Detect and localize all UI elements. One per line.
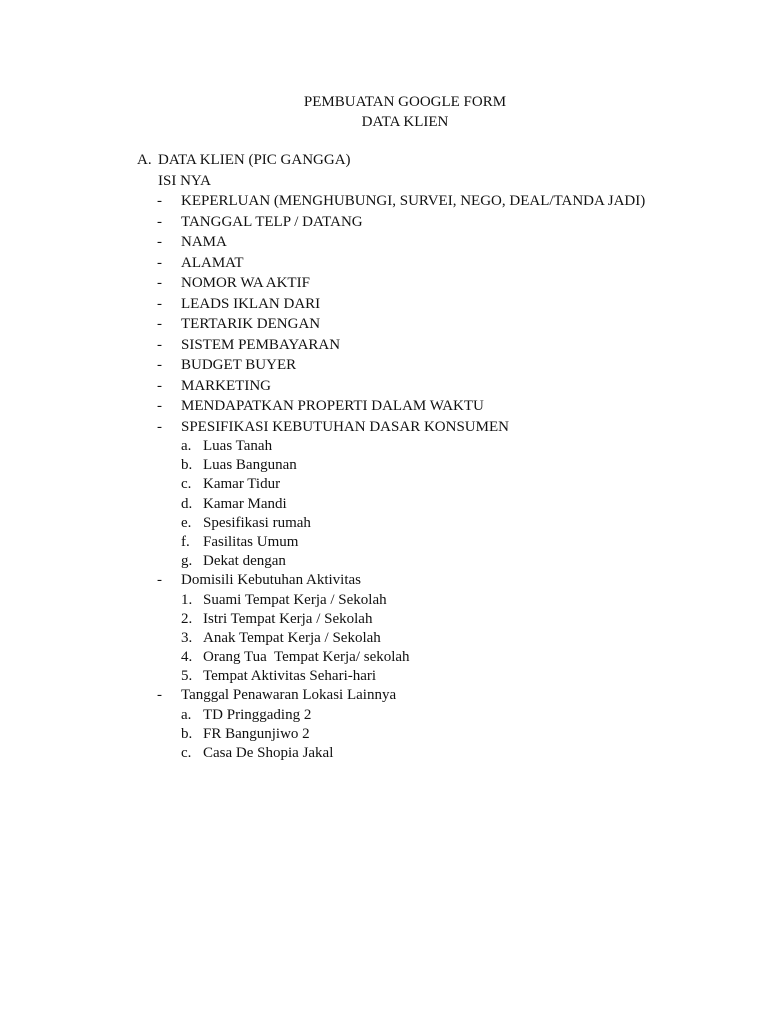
list-item-text: MENDAPATKAN PROPERTI DALAM WAKTU — [181, 398, 484, 414]
list-item — [137, 191, 697, 212]
sub-list-item — [137, 648, 697, 667]
list-item — [137, 335, 697, 356]
sub-list-marker: g. — [181, 553, 193, 570]
sub-list-item — [137, 475, 697, 494]
section-a — [137, 150, 697, 763]
sub-list-item-text: Dekat dengan — [203, 553, 286, 570]
sub-list-marker: 5. — [181, 668, 193, 685]
list-item — [137, 396, 697, 417]
sub-list-item-text: Spesifikasi rumah — [203, 514, 311, 531]
sub-list-marker: a. — [181, 706, 192, 723]
list-bullet: - — [157, 418, 162, 435]
list-item-text: SISTEM PEMBAYARAN — [181, 336, 341, 353]
sub-list-item-text: TD Pringgading 2 — [203, 706, 312, 723]
list-item — [137, 294, 697, 315]
list-item-text: Domisili Kebutuhan Aktivitas — [181, 572, 361, 589]
sub-list-marker: c. — [181, 476, 192, 493]
sub-list-marker: a. — [181, 438, 192, 454]
sub-list-item — [137, 495, 697, 514]
list-item — [137, 232, 697, 253]
list-item — [137, 273, 697, 294]
list-item-text: MARKETING — [181, 377, 271, 394]
sub-list-item-text: Kamar Mandi — [203, 495, 287, 512]
list-bullet: - — [157, 254, 162, 271]
list-bullet: - — [157, 357, 162, 373]
list-bullet: - — [157, 193, 162, 209]
list-bullet: - — [157, 572, 162, 589]
list-item — [137, 376, 697, 397]
list-item — [137, 417, 697, 438]
sub-list-marker: b. — [181, 725, 193, 742]
list-bullet: - — [157, 377, 162, 394]
sub-list-item-text: Kamar Tidur — [203, 476, 281, 493]
list-item — [137, 253, 697, 274]
list-bullet: - — [157, 398, 162, 414]
list-bullet: - — [157, 275, 162, 291]
list-item-text: KEPERLUAN (MENGHUBUNGI, SURVEI, NEGO, DEAL/TANDA JADI) — [181, 193, 646, 209]
list-item-text: NOMOR WA AKTIF — [181, 275, 310, 291]
list-item-text: LEADS IKLAN DARI — [181, 295, 321, 312]
sub-list-item — [137, 591, 697, 610]
document-subtitle: DATA KLIEN — [361, 114, 449, 130]
list-item-text: Tanggal Penawaran Lokasi Lainnya — [181, 687, 397, 704]
list-item-text: SPESIFIKASI KEBUTUHAN DASAR KONSUMEN — [181, 418, 509, 435]
sub-list-item — [137, 456, 697, 475]
list-item — [137, 355, 697, 376]
sub-list-item-text: Luas Tanah — [203, 438, 273, 454]
list-bullet: - — [157, 316, 162, 332]
list-bullet: - — [157, 295, 162, 312]
list-item-text: NAMA — [181, 234, 227, 250]
sub-list-item-text: Suami Tempat Kerja / Sekolah — [203, 591, 387, 608]
list-bullet: - — [157, 336, 162, 353]
list-bullet: - — [157, 687, 162, 704]
sub-list-item — [137, 629, 697, 648]
sub-list-marker: c. — [181, 745, 192, 761]
section-subheading: ISI NYA — [158, 172, 211, 189]
sub-list-item-text: Luas Bangunan — [203, 457, 297, 474]
document-title: PEMBUATAN GOOGLE FORM — [303, 94, 507, 110]
sub-list-item — [137, 706, 697, 725]
sub-list-item-text: Tempat Aktivitas Sehari-hari — [203, 668, 377, 685]
list-item-text: TANGGAL TELP / DATANG — [181, 213, 363, 230]
list-bullet: - — [157, 213, 162, 230]
sub-list-item-text: Orang Tua Tempat Kerja/ sekolah — [203, 649, 410, 666]
sub-list-marker: 4. — [181, 649, 193, 666]
sub-list-item — [137, 744, 697, 763]
sub-list-marker: f. — [181, 533, 190, 550]
list-item — [137, 212, 697, 233]
section-heading — [137, 150, 697, 171]
sub-list-item — [137, 667, 697, 686]
sub-list-item — [137, 514, 697, 533]
section-heading-text: DATA KLIEN (PIC GANGGA) — [158, 152, 351, 168]
sub-list-marker: 1. — [181, 591, 193, 608]
sub-list-marker: b. — [181, 457, 193, 474]
sub-list-item — [137, 610, 697, 629]
list-item — [137, 314, 697, 335]
sub-list-item-text: Casa De Shopia Jakal — [203, 745, 334, 761]
sub-list-item-text: Anak Tempat Kerja / Sekolah — [203, 629, 381, 646]
list-bullet: - — [157, 234, 162, 250]
sub-list-item-text: Fasilitas Umum — [203, 533, 299, 550]
list-item — [137, 686, 697, 705]
list-item-text: TERTARIK DENGAN — [181, 316, 321, 332]
sub-list-item — [137, 533, 697, 552]
sub-list-item-text: Istri Tempat Kerja / Sekolah — [203, 610, 373, 627]
list-item-text: ALAMAT — [181, 254, 244, 271]
sub-list-marker: 3. — [181, 629, 193, 646]
sub-list-item-text: FR Bangunjiwo 2 — [203, 725, 310, 742]
sub-list-marker: d. — [181, 495, 193, 512]
section-marker: A. — [137, 152, 152, 168]
sub-list-item — [137, 725, 697, 744]
list-item-text: BUDGET BUYER — [181, 357, 297, 373]
list-item — [137, 571, 697, 590]
sub-list-marker: e. — [181, 514, 192, 531]
sub-list-item — [137, 437, 697, 456]
sub-list-item — [137, 552, 697, 571]
sub-list-marker: 2. — [181, 610, 193, 627]
